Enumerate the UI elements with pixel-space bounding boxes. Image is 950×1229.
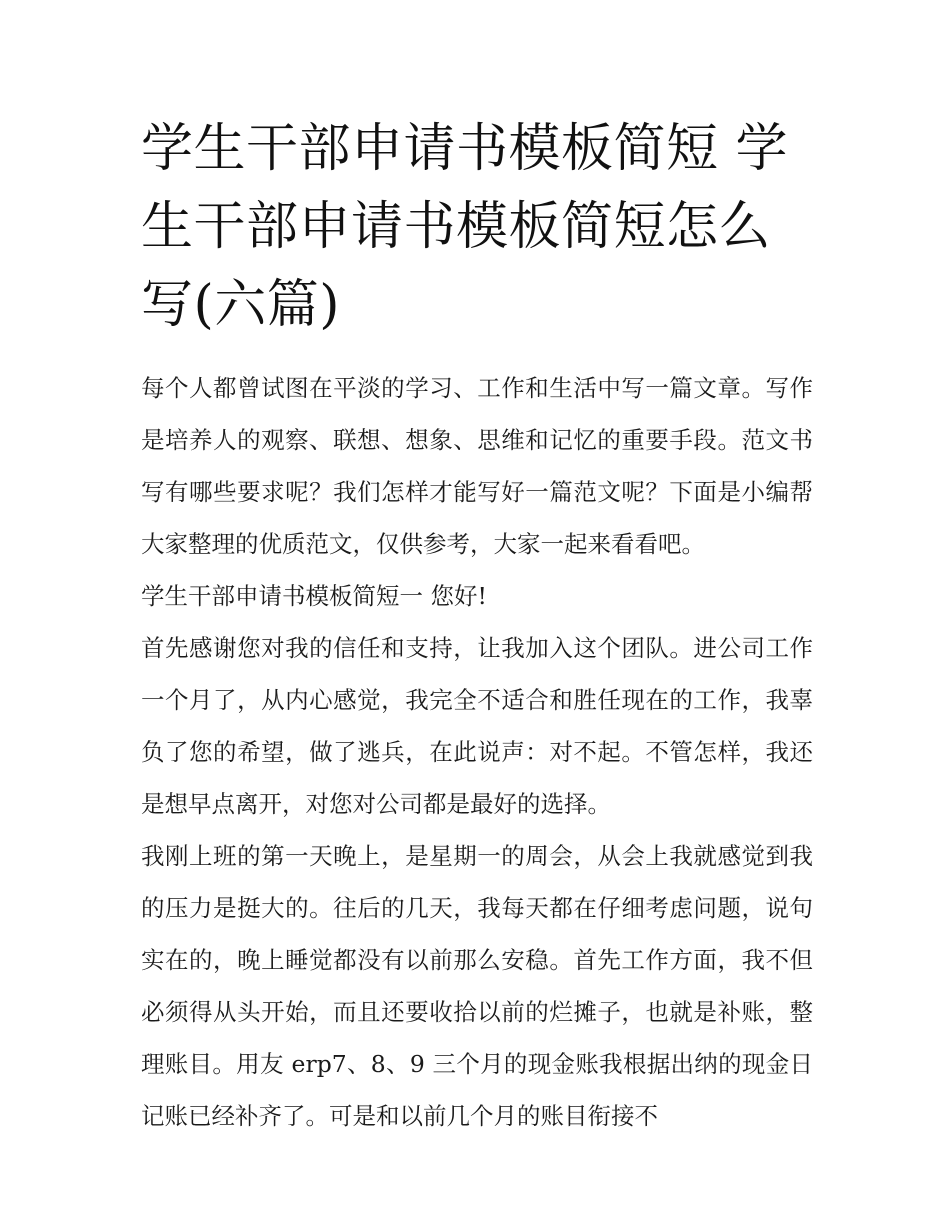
document-title: 学生干部申请书模板简短 学生干部申请书模板简短怎么写(六篇) [141,119,789,335]
body-paragraph-2: 我刚上班的第一天晚上，是星期一的周会，从会上我就感觉到我的压力是挺大的。往后的几天，我每天都在仔细考虑问题，说句实在的，晚上睡觉都没有以前那么安稳。首先工作方面，我不但必须得从头开始，而且还要收拾以前的烂摊子，也就是补账，整理账目。用友 erp7、8、9 三个月的现金账我根据出纳的现金日记账已经补齐了。可是和以前几个月的账目衔接不 [141,842,813,1130]
body-paragraph-1: 首先感谢您对我的信任和支持，让我加入这个团队。进公司工作一个月了，从内心感觉，我完全不适合和胜任现在的工作，我辜负了您的希望，做了逃兵，在此说声：对不起。不管怎样，我还是想早点离开，对您对公司都是最好的选择。 [141,634,813,818]
document-content [141,110,813,1142]
intro-paragraph: 每个人都曾试图在平淡的学习、工作和生活中写一篇文章。写作是培养人的观察、联想、想象、思维和记忆的重要手段。范文书写有哪些要求呢？我们怎样才能写好一篇范文呢？下面是小编帮大家整理的优质范文，仅供参考，大家一起来看看吧。 [141,374,813,558]
document-body [141,362,813,1142]
section-heading-paragraph: 学生干部申请书模板简短一 您好! [141,582,487,610]
